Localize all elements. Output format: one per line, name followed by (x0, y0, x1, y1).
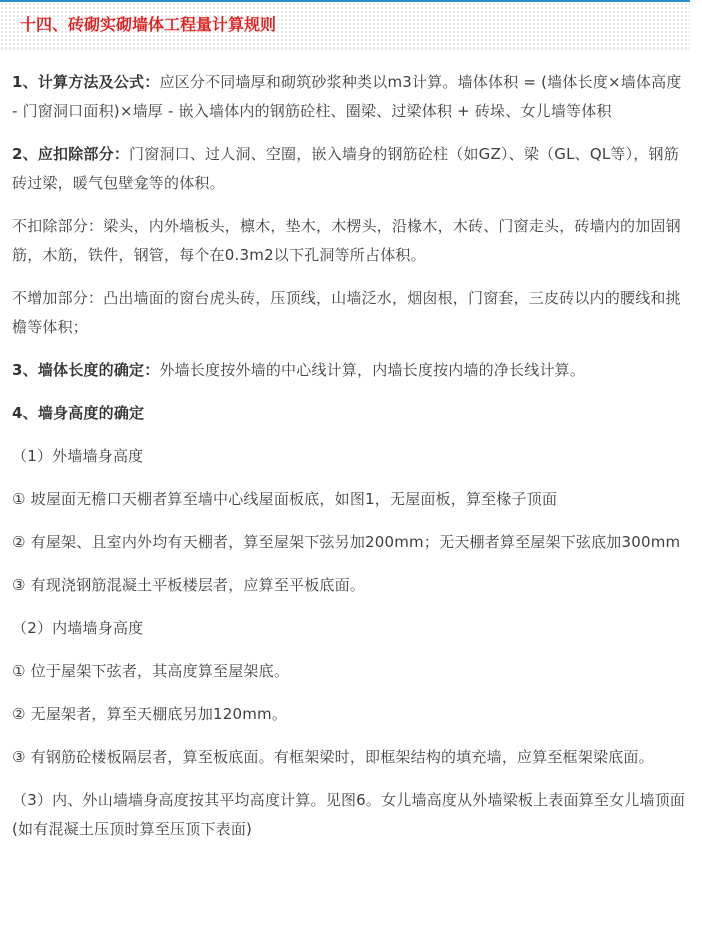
paragraph-lead: 1、计算方法及公式： (12, 73, 160, 91)
section-header (0, 0, 690, 50)
paragraph-text: ① 位于屋架下弦者，其高度算至屋架底。 (12, 662, 290, 680)
paragraph-text: （2）内墙墙身高度 (12, 619, 144, 637)
paragraph-exterior-item-3 (12, 571, 690, 600)
section-title: 十四、砖砌实砌墙体工程量计算规则 (20, 15, 277, 34)
article-body (12, 68, 690, 858)
paragraph-text: ① 坡屋面无檐口天棚者算至墙中心线屋面板底，如图1，无屋面板，算至椽子顶面 (12, 490, 558, 508)
paragraph-interior-item-1 (12, 657, 690, 686)
paragraph-text: （3）内、外山墙墙身高度按其平均高度计算。见图6。女儿墙高度从外墙梁板上表面算至女儿墙顶面(如有混凝土压顶时算至压顶下表面) (12, 791, 686, 838)
paragraph-text: ③ 有钢筋砼楼板隔层者，算至板底面。有框架梁时，即框架结构的填充墙，应算至框架梁底面。 (12, 748, 654, 766)
paragraph-calc-method (12, 68, 690, 126)
paragraph-interior-item-3 (12, 743, 690, 772)
paragraph-text: 外墙长度按外墙的中心线计算，内墙长度按内墙的净长线计算。 (159, 361, 586, 379)
paragraph-text: 不扣除部分：梁头，内外墙板头，檩木，垫木，木楞头，沿椽木，木砖、门窗走头，砖墙内的加固钢筋，木筋，铁件，钢管，每个在0.3m2以下孔洞等所占体积。 (12, 217, 681, 264)
paragraph-text: ③ 有现浇钢筋混凝土平板楼层者，应算至平板底面。 (12, 576, 366, 594)
paragraph-wall-length (12, 356, 690, 385)
paragraph-text: （1）外墙墙身高度 (12, 447, 144, 465)
paragraph-exterior-item-2 (12, 528, 690, 557)
paragraph-text: ② 无屋架者，算至天棚底另加120mm。 (12, 705, 288, 723)
paragraph-exterior-height (12, 442, 690, 471)
paragraph-text: 应区分不同墙厚和砌筑砂浆种类以m3计算。墙体体积 = (墙体长度×墙体高度 - 门窗洞口面积)×墙厚 - 嵌入墙体内的钢筋砼柱、圈梁、过梁体积 + 砖垛、女儿墙等体积 (12, 73, 682, 120)
paragraph-lead: 4、墙身高度的确定 (12, 404, 145, 422)
paragraph-gable-parapet (12, 786, 690, 844)
paragraph-text: ② 有屋架、且室内外均有天棚者，算至屋架下弦另加200mm；无天棚者算至屋架下弦底加300mm (12, 533, 681, 551)
paragraph-exterior-item-1 (12, 485, 690, 514)
paragraph-interior-height (12, 614, 690, 643)
paragraph-lead: 3、墙体长度的确定： (12, 361, 160, 379)
paragraph-wall-height-heading (12, 399, 690, 428)
paragraph-interior-item-2 (12, 700, 690, 729)
paragraph-deductions (12, 140, 690, 198)
paragraph-no-deduction (12, 212, 690, 270)
paragraph-text: 不增加部分：凸出墙面的窗台虎头砖，压顶线，山墙泛水，烟囱根，门窗套，三皮砖以内的腰线和挑檐等体积； (12, 289, 681, 336)
paragraph-no-addition (12, 284, 690, 342)
paragraph-text: 门窗洞口、过人洞、空圈，嵌入墙身的钢筋砼柱（如GZ）、梁（GL、QL等），钢筋砖过梁，暖气包壁龛等的体积。 (12, 145, 679, 192)
paragraph-lead: 2、应扣除部分： (12, 145, 130, 163)
